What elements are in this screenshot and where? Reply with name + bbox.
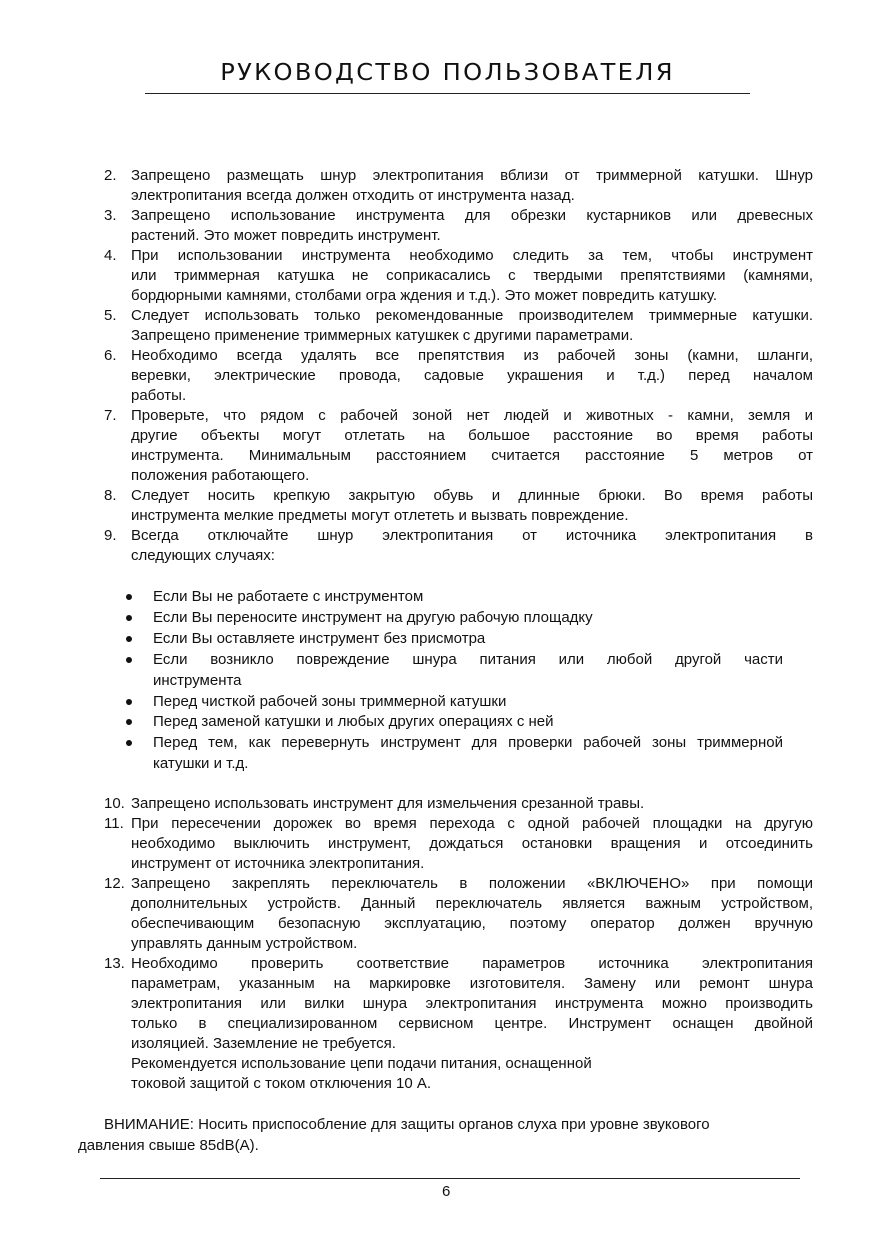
list-item-line: работы. [131,387,187,404]
bullet-icon [126,699,132,705]
list-item-line: Необходимо проверить соответствие параметров источника электропитания [131,955,813,972]
list-item-number: 6. [104,347,117,364]
list-item-line: Всегда отключайте шнур электропитания от источника электропитания в [131,527,813,544]
bullet-item-line: Перед заменой катушки и любых других операциях с ней [153,713,554,731]
bullet-icon [126,594,132,600]
page-number: 6 [442,1183,451,1200]
list-item-number: 5. [104,307,117,324]
list-item-line: веревки, электрические провода, садовые украшения и т.д.) перед началом [131,367,813,384]
list-item-number: 11. [104,815,124,832]
footer-rule [100,1178,800,1179]
bullet-icon [126,719,132,725]
list-item-line: или триммерная катушка не соприкасались с твердыми препятствиями (камнями, [131,267,813,284]
list-item-line: изоляцией. Заземление не требуется. [131,1035,396,1052]
list-item-line: дополнительных устройств. Данный переключатель является важным устройством, [131,895,813,912]
bullet-item-line: катушки и т.д. [153,755,249,773]
list-item-line: бордюрными камнями, столбами огра ждения и т.д.). Это может повредить катушку. [131,287,718,304]
list-item-line: обеспечивающим безопасную эксплуатацию, поэтому оператор должен вручную [131,915,813,932]
list-item-line: электропитания или вилки шнура электропитания инструмента можно производить [131,995,813,1012]
list-item-line: инструмент от источника электропитания. [131,855,425,872]
bullet-item-line: Перед тем, как перевернуть инструмент для проверки рабочей зоны триммерной [153,734,783,752]
bullet-item-line: Если Вы оставляете инструмент без присмотра [153,629,486,647]
list-item-number: 10. [104,795,125,812]
list-item-line: параметрам, указанным на маркировке изготовителя. Замену или ремонт шнура [131,975,813,992]
bullet-icon [126,740,132,746]
list-item-line: Следует использовать только рекомендованные производителем триммерные катушки. [131,307,813,324]
list-item-line: Рекомендуется использование цепи подачи питания, оснащенной [131,1055,592,1072]
list-item-line: следующих случаях: [131,547,275,564]
list-item-line: Запрещено использовать инструмент для измельчения срезанной травы. [131,795,645,812]
list-item-line: Запрещено закреплять переключатель в положении «ВКЛЮЧЕНО» при помощи [131,875,813,892]
bullet-item-line: инструмента [153,671,242,689]
bullet-icon [126,657,132,663]
list-item-number: 7. [104,407,117,424]
bullet-item-line: Если возникло повреждение шнура питания или любой другой части [153,650,783,668]
list-item-line: Следует носить крепкую закрытую обувь и длинные брюки. Во время работы [131,487,813,504]
warning-line: давления свыше 85dB(A). [78,1137,259,1154]
list-item-line: инструмента. Минимальным расстоянием считается расстояние 5 метров от [131,447,813,464]
list-item-line: другие объекты могут отлетать на большое расстояние во время работы [131,427,813,444]
page-header-title: РУКОВОДСТВО ПОЛЬЗОВАТЕЛЯ [220,60,675,86]
header-rule [145,93,750,94]
list-item-line: Необходимо всегда удалять все препятствия из рабочей зоны (камни, шланги, [131,347,813,364]
list-item-line: инструмента мелкие предметы могут отлететь и вызвать повреждение. [131,507,629,524]
list-item-number: 2. [104,167,117,184]
list-item-number: 9. [104,527,117,544]
list-item-line: Запрещено использование инструмента для обрезки кустарников или древесных [131,207,813,224]
bullet-item-line: Если Вы не работаете с инструментом [153,588,424,605]
warning-line: ВНИМАНИЕ: Носить приспособление для защиты органов слуха при уровне звукового [104,1116,710,1133]
list-item-line: управлять данным устройством. [131,935,358,952]
list-item-line: растений. Это может повредить инструмент. [131,227,441,244]
list-item-line: При пересечении дорожек во время перехода с одной рабочей площадки на другую [131,815,813,832]
list-item-number: 3. [104,207,117,224]
bullet-item-line: Перед чисткой рабочей зоны триммерной катушки [153,692,507,710]
list-item-number: 13. [104,955,125,972]
list-item-line: При использовании инструмента необходимо следить за тем, чтобы инструмент [131,247,813,264]
bullet-icon [126,636,132,642]
list-item-line: положения работающего. [131,467,310,484]
bullet-icon [126,615,132,621]
list-item-line: необходимо выключить инструмент, дождаться остановки вращения и отсоединить [131,835,813,852]
list-item-number: 8. [104,487,117,504]
list-item-line: токовой защитой с током отключения 10 А. [131,1075,432,1092]
list-item-line: Проверьте, что рядом с рабочей зоной нет людей и животных - камни, земля и [131,407,813,424]
list-item-line: электропитания всегда должен отходить от инструмента назад. [131,187,575,204]
list-item-number: 4. [104,247,117,264]
list-item-number: 12. [104,875,125,892]
list-item-line: Запрещено размещать шнур электропитания вблизи от триммерной катушки. Шнур [131,167,813,184]
bullet-item-line: Если Вы переносите инструмент на другую рабочую площадку [153,608,593,626]
list-item-line: Запрещено применение триммерных катушкек с другими параметрами. [131,327,634,344]
list-item-line: только в специализированном сервисном центре. Инструмент оснащен двойной [131,1015,813,1032]
